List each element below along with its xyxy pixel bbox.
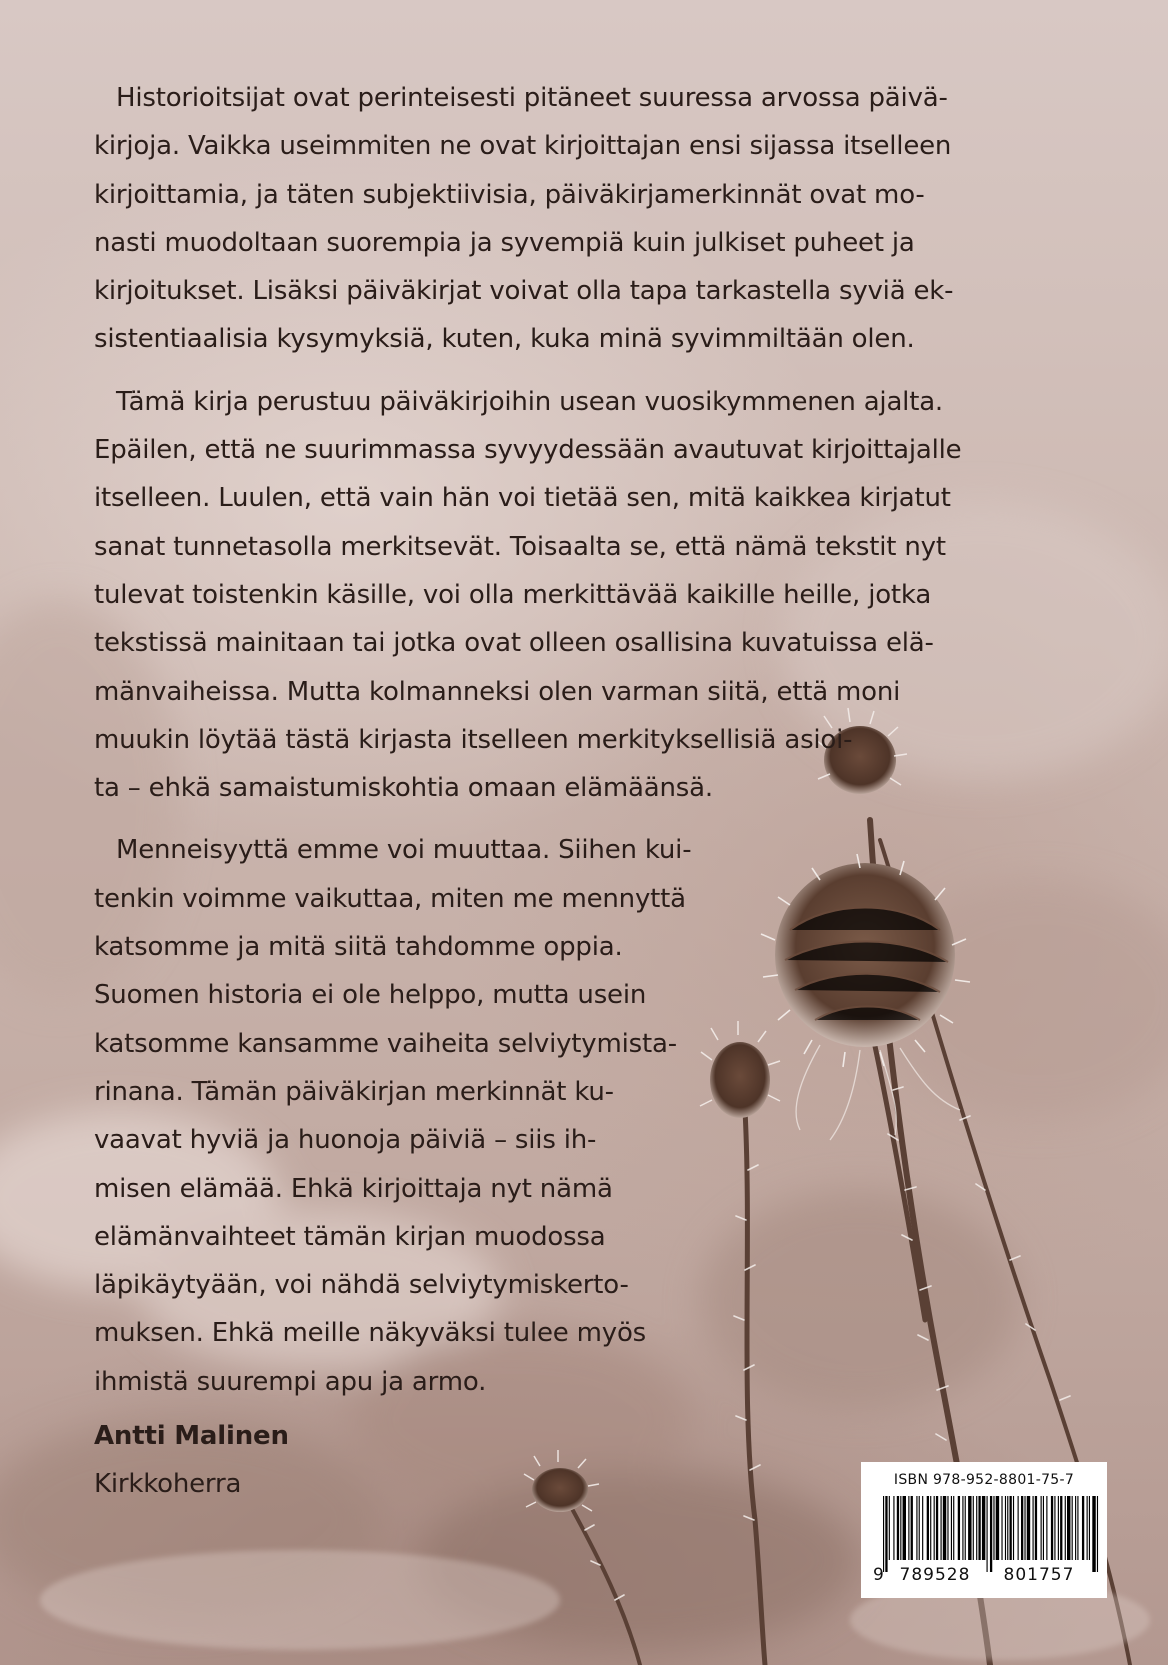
blurb-text bbox=[94, 74, 1094, 1509]
barcode-bar bbox=[962, 1496, 963, 1560]
barcode-bar bbox=[1077, 1496, 1078, 1560]
text-line: mänvaiheissa. Mutta kolmanneksi olen varman siitä, että moni bbox=[94, 676, 901, 707]
text-line: Historioitsijat ovat perinteisesti pitäneet suuressa arvossa päivä- bbox=[116, 83, 948, 113]
barcode-bar bbox=[987, 1496, 988, 1572]
barcode-bar bbox=[1027, 1496, 1030, 1560]
text-line: Epäilen, että ne suurimmassa syvyydessään avautuvat kirjoittajalle bbox=[94, 435, 962, 466]
barcode-bar bbox=[919, 1496, 920, 1560]
text-line: sistentiaalisia kysymyksiä, kuten, kuka minä syvimmiltään olen. bbox=[94, 324, 915, 355]
barcode-bar bbox=[930, 1496, 931, 1560]
barcode-bar bbox=[1035, 1496, 1037, 1560]
text-line: läpikäytyään, voi nähdä selviytymiskerto- bbox=[94, 1270, 629, 1301]
barcode-bar bbox=[1043, 1496, 1044, 1560]
barcode-digit-lead: 9 bbox=[873, 1565, 884, 1585]
paragraph-gap bbox=[94, 812, 1094, 826]
text-line: ihmistä suurempi apu ja armo. bbox=[94, 1366, 487, 1397]
text-line: itselleen. Luulen, että vain hän voi tietää sen, mitä kaikkea kirjatut bbox=[94, 483, 951, 514]
text-line: vaavat hyviä ja huonoja päiviä – siis ih- bbox=[94, 1125, 597, 1156]
barcode-bar bbox=[953, 1496, 954, 1560]
barcode-bar bbox=[996, 1496, 999, 1560]
barcode-bar bbox=[1051, 1496, 1053, 1560]
barcode-bars bbox=[861, 1496, 1107, 1586]
barcode-bar bbox=[1005, 1496, 1006, 1560]
barcode-bar bbox=[911, 1496, 913, 1560]
barcode-bar bbox=[885, 1496, 887, 1572]
barcode-bar bbox=[897, 1496, 899, 1560]
barcode-bar bbox=[1018, 1496, 1019, 1560]
author-title: Kirkkoherra bbox=[94, 1469, 242, 1500]
barcode-bar bbox=[1021, 1496, 1023, 1560]
barcode-bar bbox=[1013, 1496, 1014, 1560]
barcode-bar bbox=[1092, 1496, 1095, 1572]
author-name: Antti Malinen bbox=[94, 1421, 289, 1452]
barcode-bar bbox=[943, 1496, 946, 1560]
barcode-bar bbox=[965, 1496, 966, 1560]
barcode-bar bbox=[978, 1496, 980, 1560]
text-line: tekstissä mainitaan tai jotka ovat olleen osallisina kuvatuissa elä- bbox=[94, 628, 934, 659]
text-line: kirjoja. Vaikka useimmiten ne ovat kirjoittajan ensi sijassa itselleen bbox=[94, 131, 952, 162]
barcode-bar bbox=[893, 1496, 894, 1560]
barcode-bar bbox=[1067, 1496, 1070, 1560]
barcode-bar bbox=[1058, 1496, 1059, 1560]
barcode-bar bbox=[1010, 1496, 1012, 1560]
barcode-bar bbox=[934, 1496, 935, 1560]
barcode-bar bbox=[1097, 1496, 1098, 1572]
barcode-bar bbox=[982, 1496, 985, 1560]
text-line: sanat tunnetasolla merkitsevät. Toisaalta se, että nämä tekstit nyt bbox=[94, 531, 946, 562]
text-line: tenkin voimme vaikuttaa, miten me mennyttä bbox=[94, 883, 686, 914]
barcode-bar bbox=[1087, 1496, 1088, 1560]
barcode-bar bbox=[1007, 1496, 1008, 1560]
barcode-bar bbox=[1046, 1496, 1047, 1560]
paragraph-3 bbox=[94, 826, 1094, 1406]
paragraph-2 bbox=[94, 378, 1094, 813]
text-line: nasti muodoltaan suorempia ja syvempiä kuin julkiset puheet ja bbox=[94, 227, 915, 258]
text-line: misen elämää. Ehkä kirjoittaja nyt nämä bbox=[94, 1173, 613, 1204]
text-line: tulevat toistenkin käsille, voi olla merkittävää kaikille heille, jotka bbox=[94, 579, 932, 610]
barcode-bar bbox=[947, 1496, 948, 1560]
barcode-bar bbox=[927, 1496, 929, 1560]
barcode-bar bbox=[1082, 1496, 1084, 1560]
barcode-bar bbox=[1024, 1496, 1025, 1560]
isbn-label: ISBN 978-952-8801-75-7 bbox=[893, 1472, 1075, 1488]
text-line: rinana. Tämän päiväkirjan merkinnät ku- bbox=[94, 1076, 614, 1107]
barcode-bar bbox=[951, 1496, 952, 1560]
barcode-bar bbox=[903, 1496, 906, 1560]
barcode-bar bbox=[1072, 1496, 1073, 1560]
isbn-barcode bbox=[861, 1462, 1107, 1598]
barcode-bar bbox=[916, 1496, 917, 1560]
text-line: muksen. Ehkä meille näkyväksi tulee myös bbox=[94, 1318, 647, 1349]
barcode-bar bbox=[973, 1496, 974, 1560]
barcode-bar bbox=[990, 1496, 992, 1572]
barcode-bar bbox=[908, 1496, 909, 1560]
text-line: ta – ehkä samaistumiskohtia omaan elämäänsä. bbox=[94, 773, 713, 804]
text-line: Menneisyyttä emme voi muuttaa. Siihen kui- bbox=[116, 835, 692, 866]
barcode-bar bbox=[1033, 1496, 1034, 1560]
barcode-bar bbox=[889, 1496, 890, 1560]
barcode-bar bbox=[976, 1496, 977, 1560]
text-line: Tämä kirja perustuu päiväkirjoihin usean vuosikymmenen ajalta. bbox=[116, 386, 944, 417]
barcode-bar bbox=[1054, 1496, 1055, 1560]
barcode-bar bbox=[936, 1496, 938, 1560]
text-line: kirjoitukset. Lisäksi päiväkirjat voivat olla tapa tarkastella syviä ek- bbox=[94, 276, 954, 307]
text-line: muukin löytää tästä kirjasta itselleen merkityksellisiä asioi- bbox=[94, 724, 853, 755]
barcode-bar bbox=[883, 1496, 884, 1572]
paragraph-1 bbox=[94, 74, 1094, 364]
barcode-bar bbox=[922, 1496, 923, 1560]
text-line: katsomme kansamme vaiheita selviytymista- bbox=[94, 1028, 677, 1059]
barcode-bar bbox=[1001, 1496, 1002, 1560]
barcode-bar bbox=[1041, 1496, 1042, 1560]
barcode-bar bbox=[958, 1496, 960, 1560]
text-line: elämänvaihteet tämän kirjan muodossa bbox=[94, 1221, 606, 1252]
paragraph-gap bbox=[94, 364, 1094, 378]
barcode-bar bbox=[900, 1496, 901, 1560]
text-line: kirjoittamia, ja täten subjektiivisia, päiväkirjamerkinnät ovat mo- bbox=[94, 179, 925, 210]
barcode-bar bbox=[941, 1496, 942, 1560]
barcode-digits-right: 801757 bbox=[1003, 1565, 1075, 1585]
barcode-bar bbox=[968, 1496, 971, 1560]
barcode-bar bbox=[1060, 1496, 1062, 1560]
text-line: Suomen historia ei ole helppo, mutta usein bbox=[94, 980, 647, 1011]
barcode-bar bbox=[1075, 1496, 1076, 1560]
barcode-bar bbox=[993, 1496, 994, 1560]
barcode-bar bbox=[1089, 1496, 1090, 1560]
barcode-digits-left: 789528 bbox=[899, 1565, 971, 1585]
barcode-bar bbox=[1065, 1496, 1066, 1560]
text-line: katsomme ja mitä siitä tahdomme oppia. bbox=[94, 932, 623, 963]
